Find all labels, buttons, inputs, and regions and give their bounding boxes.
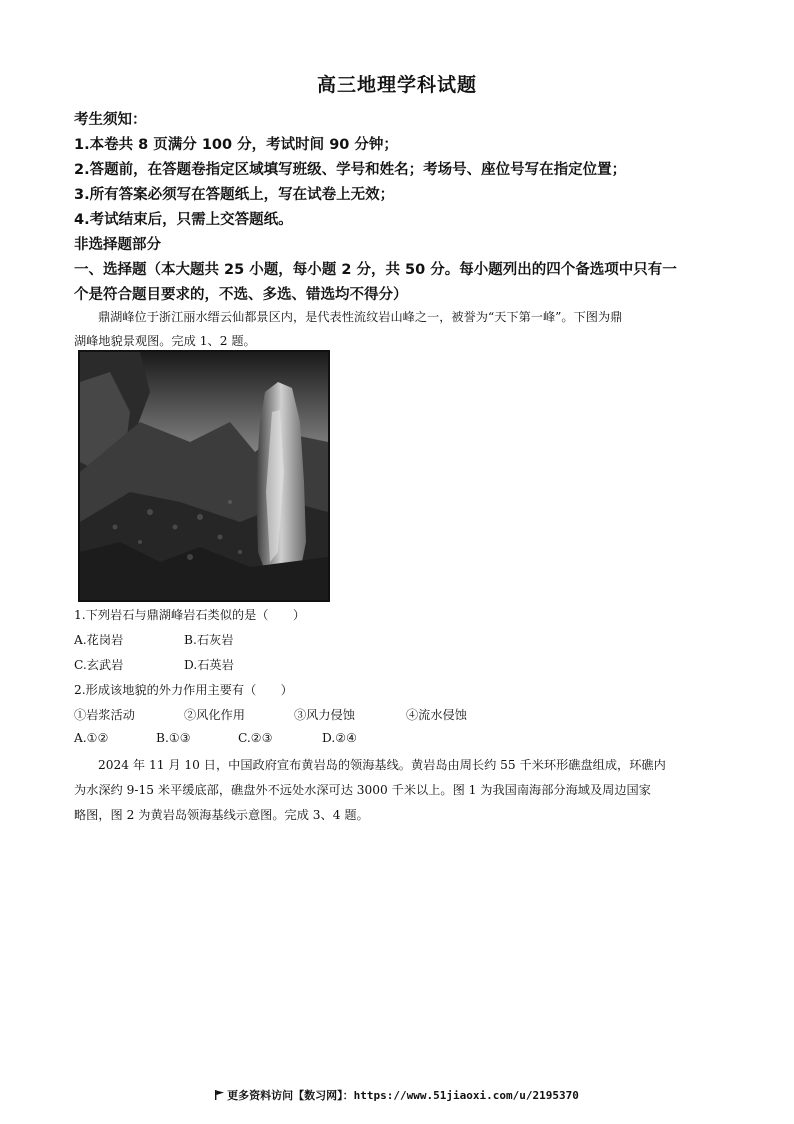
q2-choice-1: ①岩浆活动 — [74, 708, 135, 722]
passage2-line3: 略图，图 2 为黄岩岛领海基线示意图。完成 3、4 题。 — [74, 808, 369, 822]
flag-icon — [215, 1090, 224, 1100]
q2-option-d: D.②④ — [322, 731, 358, 745]
dinghu-peak-photo — [78, 350, 330, 602]
passage1-line2: 湖峰地貌景观图。完成 1、2 题。 — [74, 334, 256, 348]
q1-option-d: D.石英岩 — [184, 658, 234, 672]
footer-text: 更多资料访问【数习网】：https://www.51jiaoxi.com/u/2195370 — [227, 1089, 579, 1102]
passage2-line1: 2024 年 11 月 10 日，中国政府宣布黄岩岛的领海基线。黄岩岛由周长约 55 千米环形礁盘组成，环礁内 — [98, 758, 666, 772]
footer-link[interactable] — [0, 1087, 794, 1103]
section-heading-line1: 一、选择题（本大题共 25 小题，每小题 2 分，共 50 分。每小题列出的四个备选项中只有一 — [74, 262, 677, 278]
notice-item-3: 3.所有答案必须写在答题纸上，写在试卷上无效； — [74, 187, 395, 203]
page-title: 高三地理学科试题 — [316, 74, 477, 96]
notice-item-2: 2.答题前，在答题卷指定区域填写班级、学号和姓名；考场号、座位号写在指定位置； — [74, 162, 627, 178]
q2-option-b: B.①③ — [156, 731, 191, 745]
q1-option-c: C.玄武岩 — [74, 658, 124, 672]
passage1-line1: 鼎湖峰位于浙江丽水缙云仙都景区内，是代表性流纹岩山峰之一，被誉为“天下第一峰”。下图为鼎 — [98, 310, 623, 324]
notice-item-4: 4.考试结束后，只需上交答题纸。 — [74, 212, 293, 228]
q2-option-a: A.①② — [74, 731, 109, 745]
q2-choice-3: ③风力侵蚀 — [294, 708, 355, 722]
q2-choice-2: ②风化作用 — [184, 708, 245, 722]
q1-option-a: A.花岗岩 — [74, 633, 124, 647]
part-heading: 非选择题部分 — [74, 237, 161, 253]
notice-heading: 考生须知： — [74, 112, 147, 128]
landscape-image — [80, 352, 328, 600]
section-heading-line2: 个是符合题目要求的，不选、多选、错选均不得分） — [74, 287, 408, 303]
question-1-stem: 1.下列岩石与鼎湖峰岩石类似的是（ ） — [74, 608, 306, 622]
notice-item-1: 1.本卷共 8 页满分 100 分，考试时间 90 分钟； — [74, 137, 398, 153]
q2-choice-4: ④流水侵蚀 — [406, 708, 467, 722]
passage2-line2: 为水深约 9-15 米平缓底部，礁盘外不远处水深可达 3000 千米以上。图 1 为我国南海部分海域及周边国家 — [74, 783, 651, 797]
question-2-stem: 2.形成该地貌的外力作用主要有（ ） — [74, 683, 293, 697]
q1-option-b: B.石灰岩 — [184, 633, 234, 647]
q2-option-c: C.②③ — [238, 731, 273, 745]
